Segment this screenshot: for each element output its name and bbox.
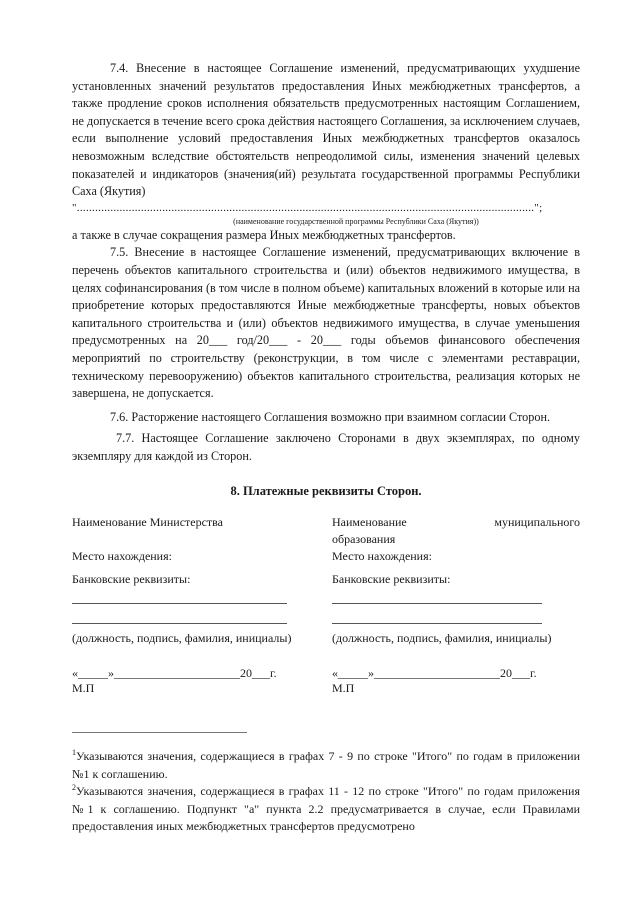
municipality-bank-line-1 (332, 590, 542, 604)
municipality-signature-caption: (должность, подпись, фамилия, инициалы) (332, 631, 552, 645)
ministry-bank-line-2 (72, 610, 287, 624)
footnote-separator (72, 732, 247, 733)
program-name-caption: (наименование государственной программы Республики Саха (Якутия)) (233, 216, 479, 226)
body-text (72, 60, 580, 465)
municipality-bank-line-2 (332, 610, 542, 624)
municipality-name-label-line-2: образования (332, 532, 396, 546)
requisites-left-column (72, 514, 322, 697)
requisites-right-column (332, 514, 580, 697)
paragraph-7-6: 7.6. Расторжение настоящего Соглашения возможно при взаимном согласии Сторон. (110, 409, 551, 424)
municipality-name-word-2: муниципального (494, 515, 580, 529)
ministry-bank-line-1 (72, 590, 287, 604)
municipality-seal-label: М.П (332, 681, 355, 695)
footnote-2-mark: 2 (72, 783, 76, 792)
municipality-name-word-1: Наименование (332, 515, 407, 529)
paragraph-7-7: 7.7. Настоящее Соглашение заключено Сторонами в двух экземплярах, по одному экземпляру для каждой из Сторон. (72, 431, 580, 463)
paragraph-7-4: 7.4. Внесение в настоящее Соглашение изменений, предусматривающих ухудшение установленных значений результатов предоставления Иных межбюджетных трансфертов, а также продление сроков исполнения обязательств предусмотренных настоящим Соглашением, не допускается в течение всего срока действия настоящего Соглашения, за исключением случаев, если выполнение условий предоставления Иных межбюджетных трансфертов оказалось невозможным вследствие обстоятельств непреодолимой силы, изменения значений целевых показателей и индикаторов (значения(ий) результата государственной программы Республики Саха (Якутия) (72, 61, 580, 199)
section-heading: 8. Платежные реквизиты Сторон. (230, 484, 422, 498)
municipality-location-label: Место нахождения: (332, 549, 432, 563)
ministry-name-label: Наименование Министерства (72, 515, 223, 529)
paragraph-7-5: 7.5. Внесение в настоящее Соглашение изменений, предусматривающих включение в перечень объектов капитального строительства и (или) объектов недвижимого имущества, в целях софинансирования (в том числе в полном объеме) капитальных вложений в которые или на приобретение которых предоставляются Иные межбюджетные трансферты, новых объектов капитального строительства и (или) объектов недвижимого имущества, в случае уменьшения предусмотренных на 20___ год/20___ - 20___ годы объемов финансового обеспечения мероприятий по строительству (реконструкции, в том числе с элементами реставрации, техническому перевооружению) объектов капитального строительства, реализация которых не завершена, не допускается. (72, 245, 581, 401)
ministry-location-label: Место нахождения: (72, 549, 172, 563)
footnote-1-text: Указываются значения, содержащиеся в графах 7 - 9 по строке "Итого" по годам в приложении №1 к соглашению. (72, 749, 580, 781)
municipality-name-label (332, 514, 580, 531)
footnote-2-text: Указываются значения, содержащиеся в графах 11 - 12 по строке "Итого" по годам приложения №1 к соглашению. Подпункт "а" пункта 2.2 предусматривается в случае, если Правилами предоставления иных межбюджетных трансфертов предусмотрено (72, 784, 580, 833)
footnote-1 (72, 748, 580, 783)
ministry-bank-label: Банковские реквизиты: (72, 572, 191, 586)
footnote-2 (72, 783, 580, 836)
ministry-signature-caption: (должность, подпись, фамилия, инициалы) (72, 631, 292, 645)
ministry-seal-label: М.П (72, 681, 95, 695)
municipality-date-blank: «_____»_____________________20___г. (332, 666, 537, 680)
ministry-date-blank: «_____»_____________________20___г. (72, 666, 277, 680)
footnote-1-mark: 1 (72, 748, 76, 757)
municipality-bank-label: Банковские реквизиты: (332, 572, 451, 586)
paragraph-7-4-end: а также в случае сокращения размера Иных межбюджетных трансфертов. (72, 227, 456, 242)
program-name-blank: "......................................................................................................................................................"; (72, 202, 543, 214)
footnotes (72, 748, 580, 836)
